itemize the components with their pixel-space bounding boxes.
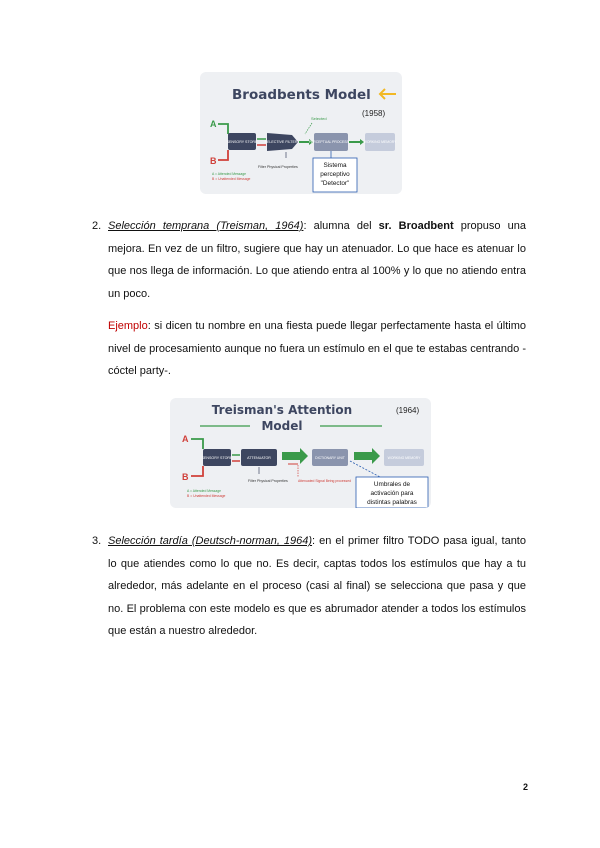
filter-properties-note-2: Filter Physical Properties <box>248 479 288 483</box>
broadbent-model-figure <box>200 72 402 194</box>
detector-line-3: "Detector" <box>320 180 350 187</box>
detector-line-2: perceptivo <box>320 171 350 178</box>
figure1-title: Broadbents Model <box>232 87 371 103</box>
sensory-store-label-2: SENSORY STORE <box>201 456 233 460</box>
green-arrow-2 <box>354 448 380 464</box>
threshold-line-1: Umbrales de <box>373 481 411 488</box>
yellow-arrow-icon <box>380 89 396 99</box>
figure2-year: (1964) <box>396 406 420 415</box>
item-2-number: 2. <box>92 220 102 232</box>
working-memory-label: WORKING MEMORY <box>363 140 397 144</box>
sensory-store-label: SENSORY STORE <box>226 140 258 144</box>
attenuated-signal-note: Attenuated Signal Being processed <box>298 479 351 483</box>
selective-filter-label: SELECTIVE FILTER <box>264 140 298 144</box>
figure2-label-a: A <box>182 434 189 444</box>
threshold-line-2: activación para <box>370 490 414 497</box>
legend-unattended-2: B = Unattended Message <box>187 494 226 498</box>
detector-line-1: Sistema <box>323 162 347 169</box>
item-2-title: Selección temprana (Treisman, 1964) <box>108 220 304 232</box>
figure2-title-line2: Model <box>261 419 303 433</box>
item-3-title: Selección tardía (Deutsch-norman, 1964) <box>108 535 313 547</box>
legend-unattended: B = Unattended Message <box>212 177 251 181</box>
item-3-number: 3. <box>92 535 102 547</box>
perceptual-processes-label: PERCEPTUAL PROCESSES <box>308 140 354 144</box>
figure1-label-b: B <box>210 156 217 166</box>
example-paragraph: Ejemplo: si dicen tu nombre en una fiesta puede llegar perfectamente hasta el último nivel de procesamiento aunque no fuera un estímulo en el que te estabas centrando -cóctel party-. <box>108 320 526 377</box>
figure2-label-b: B <box>182 472 189 482</box>
treisman-model-figure <box>170 398 431 508</box>
dictionary-unit-label: DICTIONARY UNIT <box>315 456 345 460</box>
page-number: 2 <box>522 782 528 792</box>
figure2-title-line1: Treisman's Attention <box>211 403 353 417</box>
green-arrow-1 <box>282 448 308 464</box>
item-3-paragraph: Selección tardía (Deutsch-norman, 1964): en el primer filtro TODO pasa igual, tanto lo que atiendes como lo que no. Es decir, captas todos los estímulos que hay a tu alrededor, más adelante en el proceso (casi al final) se selecciona que pasa y que no. El problema con este modelo es que es abrumador atender a todos los estímulos que están a nuestro alrededor. <box>108 535 526 637</box>
legend-attended-2: A = Attended Message <box>187 489 222 493</box>
figure1-label-a: A <box>210 119 217 129</box>
example-label: Ejemplo <box>108 320 148 332</box>
threshold-line-3: distintas palabras <box>367 499 417 506</box>
attenuator-label: ATTENUATOR <box>247 456 271 460</box>
working-memory-label-2: WORKING MEMORY <box>387 456 421 460</box>
figure1-year: (1958) <box>362 109 386 118</box>
selected-note: Selected <box>311 116 327 121</box>
legend-attended: A = Attended Message <box>212 172 247 176</box>
item-2-paragraph: Selección temprana (Treisman, 1964): alumna del sr. Broadbent propuso una mejora. En vez de un filtro, sugiere que hay un atenuador. Lo que hace es atenuar lo que nos llega de información. Lo que atiendo entra al 100% y lo que no atiendo entra un poco. <box>108 220 527 300</box>
filter-properties-note: Filter Physical Properties <box>258 165 298 169</box>
